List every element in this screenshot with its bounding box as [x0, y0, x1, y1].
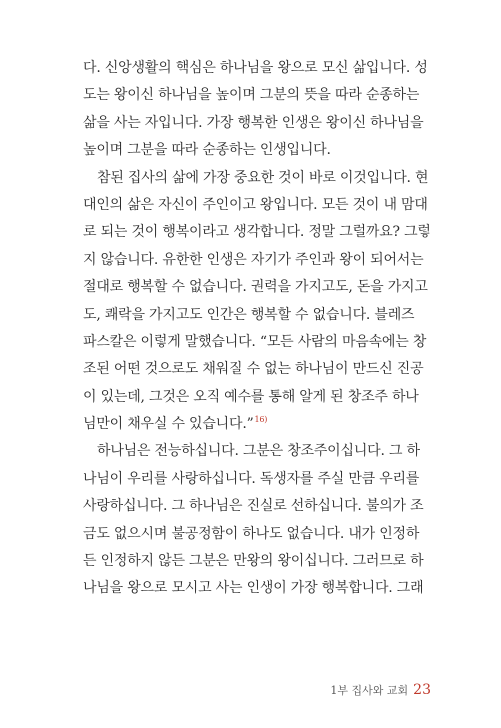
- body-line: 참된 집사의 삶에 가장 중요한 것이 바로 이것입니다. 현: [97, 169, 429, 186]
- body-line: 로 되는 것이 행복이라고 생각합니다. 정말 그럴까요? 그렇: [83, 224, 431, 241]
- body-line: 도는 왕이신 하나님을 높이며 그분의 뜻을 따라 순종하는: [83, 87, 420, 104]
- body-line: 금도 없으시며 불공정함이 하나도 없습니다. 내가 인정하: [83, 525, 420, 542]
- body-line-text: 님만이 채우실 수 있습니다.”: [83, 416, 254, 433]
- body-line: 하나님은 전능하십니다. 그분은 창조주이십니다. 그 하: [97, 443, 420, 460]
- body-line: 이 있는데, 그것은 오직 예수를 통해 알게 된 창조주 하나: [83, 388, 419, 405]
- body-line: 삶을 사는 자입니다. 가장 행복한 인생은 왕이신 하나님을: [83, 114, 424, 131]
- page-number: 23: [413, 682, 431, 698]
- body-line: 사랑하십니다. 그 하나님은 진실로 선하십니다. 불의가 조: [83, 498, 424, 515]
- body-line: 절대로 행복할 수 없습니다. 권력을 가지고도, 돈을 가지고: [83, 279, 428, 296]
- body-line: 도, 쾌락을 가지고도 인간은 행복할 수 없습니다. 블레즈: [83, 306, 415, 323]
- body-line: 나님을 왕으로 모시고 사는 인생이 가장 행복합니다. 그래: [83, 580, 424, 597]
- body-line: 높이며 그분을 따라 순종하는 인생입니다.: [83, 142, 331, 159]
- running-section-title: 1부 집사와 교회: [330, 684, 409, 697]
- body-line: 나님이 우리를 사랑하십니다. 독생자를 주실 만큼 우리를: [83, 470, 420, 487]
- body-line-with-footnote: [83, 411, 419, 438]
- body-line: 든 인정하지 않든 그분은 만왕의 왕이십니다. 그러므로 하: [83, 553, 424, 570]
- footnote-reference: 16): [254, 415, 268, 425]
- body-line: 지 않습니다. 유한한 인생은 자기가 주인과 왕이 되어서는: [83, 251, 424, 268]
- page-body: [83, 55, 431, 603]
- body-line: 파스칼은 이렇게 말했습니다. “모든 사람의 마음속에는 창: [83, 333, 427, 350]
- body-line: 다. 신앙생활의 핵심은 하나님을 왕으로 모신 삶입니다. 성: [83, 60, 428, 76]
- body-line: 조된 어떤 것으로도 채워질 수 없는 하나님이 만드신 진공: [83, 361, 424, 378]
- body-line: 대인의 삶은 자신이 주인이고 왕입니다. 모든 것이 내 맘대: [83, 196, 428, 213]
- page-footer: [330, 682, 431, 698]
